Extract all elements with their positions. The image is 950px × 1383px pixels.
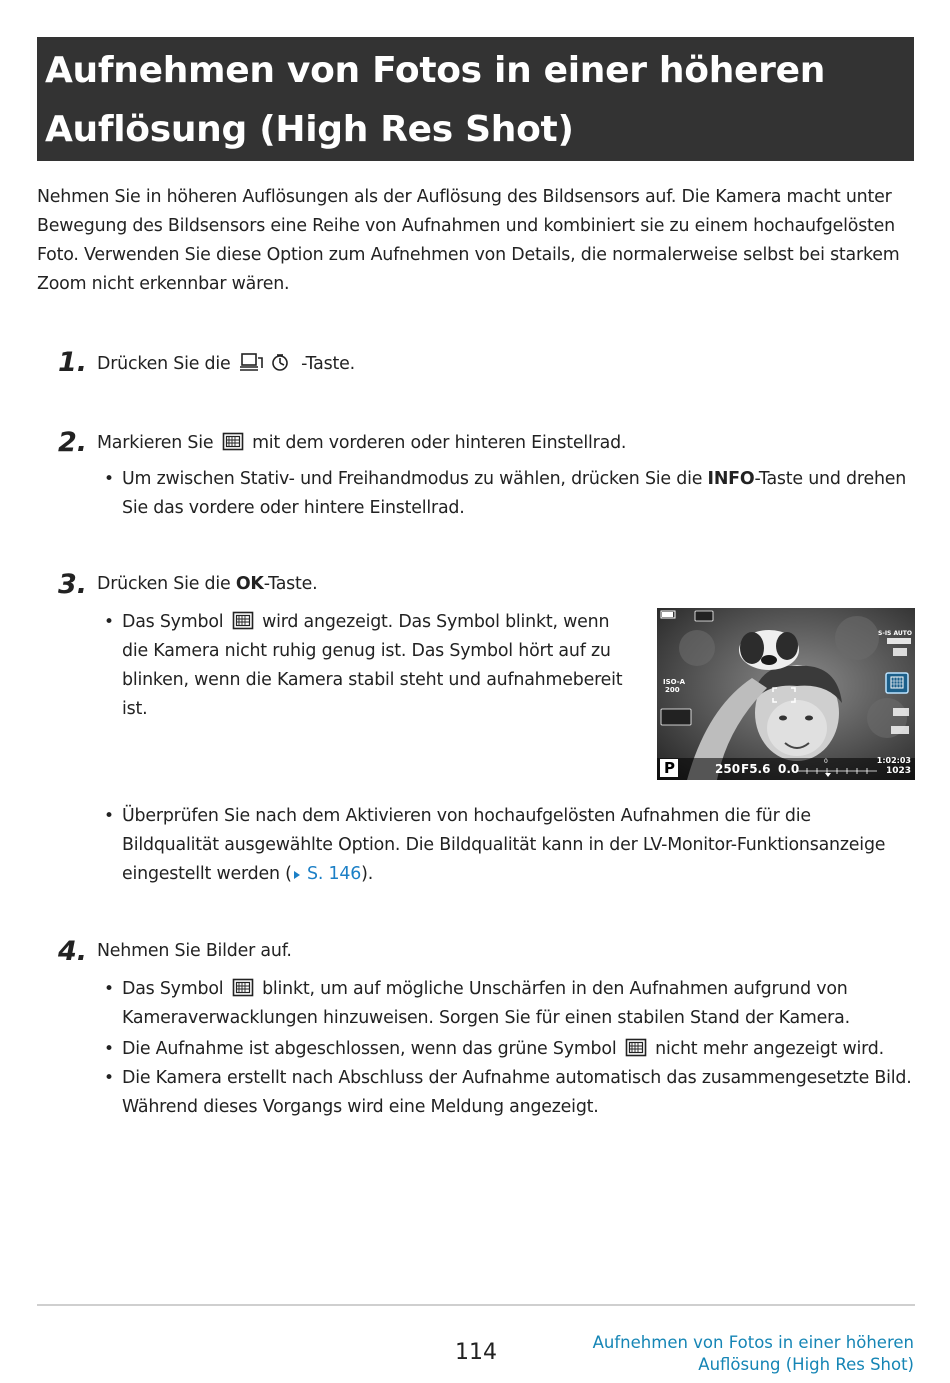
bullet-dot: • [104,806,114,826]
step-4-bullet-3 [104,1064,912,1122]
camera-remaining-time: 1:02:03 [876,756,911,765]
step-3-bullet-2 [104,802,912,889]
page-reference-link[interactable] [292,864,361,884]
high-res-shot-icon [222,432,244,451]
camera-mode-label: P [664,759,675,777]
bullet-text: ). [361,864,374,884]
bullet-dot: • [104,1068,114,1088]
page-title: Aufnehmen von Fotos in einer höheren Auflösung (High Res Shot) [45,50,826,150]
bullet-text: Um zwischen Stativ- und Freihandmodus zu wählen, drücken Sie die [122,469,708,489]
camera-stabilizer-label: S-IS AUTO [878,630,912,637]
camera-iso-value: 200 [665,686,680,694]
bullet-text: Das Symbol [122,612,224,632]
page-number: 114 [455,1340,497,1365]
bullet-dot: • [104,612,114,632]
bullet-dot: • [104,1039,114,1059]
step-3-text-before: Drücken Sie die [97,574,236,594]
footer-section-title: Aufnehmen von Fotos in einer höheren Auflösung (High Res Shot) [592,1333,914,1374]
ok-key-label: OK [235,574,264,594]
camera-ev-scale-zero: 0 [824,758,828,765]
step-4-number: 4. [58,936,88,967]
bullet-text: wird angezeigt. Das Symbol blinkt, wenn die Kamera nicht ruhig genug ist. Das Symbol hört auf zu blinken, wenn die Kamera stabil steht und aufnahmebereit ist. [122,612,623,719]
high-res-shot-icon [232,611,254,630]
page-reference-text: S. 146 [301,864,362,884]
step-3-bullet-1 [104,608,624,724]
step-3-text-after: -Taste. [263,574,318,594]
bullet-text: Die Kamera erstellt nach Abschluss der Aufnahme automatisch das zusammengesetzte Bild. Während dieses Vorgangs wird eine Meldung angezeigt. [122,1068,912,1117]
step-1-number: 1. [58,347,88,378]
camera-iso-label: ISO-A [663,678,686,686]
step-1-text-before: Drücken Sie die [97,354,231,374]
step-4-bullet-1 [104,975,912,1033]
high-res-shot-icon [232,978,254,997]
bullet-text: blinkt, um auf mögliche Unschärfen in den Aufnahmen aufgrund von Kameraverwacklungen hinzuweisen. Sorgen Sie für einen stabilen Stand der Kamera. [122,979,850,1028]
camera-exposure-comp-value: 0.0 [778,762,800,776]
title-banner [37,37,914,161]
drive-self-timer-icon [239,352,293,371]
step-4-text: Nehmen Sie Bilder auf. [97,941,292,961]
high-res-shot-icon [625,1038,647,1057]
bullet-text: nicht mehr angezeigt wird. [655,1039,884,1059]
camera-shutter-value: 250 [715,762,741,776]
intro-paragraph: Nehmen Sie in höheren Auflösungen als der Auflösung des Bildsensors auf. Die Kamera macht unter Bewegung des Bildsensors eine Reihe von Aufnahmen und kombiniert sie zu einem hochaufgelösten Foto. Verwenden Sie diese Option zum Aufnehmen von Details, die normalerweise selbst bei starkem Zoom nicht erkennbar wären. [37,187,900,294]
footer-divider [37,1304,915,1306]
step-3-number: 3. [58,569,88,600]
step-2-number: 2. [58,427,88,458]
step-2-text-before: Markieren Sie [97,433,214,453]
step-2-text [97,429,626,458]
step-2-text-after: mit dem vorderen oder hinteren Einstellrad. [252,433,627,453]
step-3-text [97,570,318,599]
camera-frames-remaining: 1023 [885,766,911,776]
bullet-dot: • [104,469,114,489]
step-1-text-after: -Taste. [301,354,355,374]
camera-aperture-value: F5.6 [741,762,771,776]
bullet-text: Das Symbol [122,979,224,999]
step-4-bullet-2 [104,1035,912,1064]
bullet-text: -Taste und drehen Sie das vordere oder hintere Einstellrad. [122,469,907,518]
info-key-label: INFO [707,469,755,489]
bullet-text: Überprüfen Sie nach dem Aktivieren von hochaufgelösten Aufnahmen die für die Bildqualität ausgewählte Option. Die Bildqualität kann in der LV-Monitor-Funktionsanzeige eingestellt werden ( [122,806,886,884]
step-2-bullet-1 [104,465,912,523]
page-reference-icon [292,863,302,882]
bullet-dot: • [104,979,114,999]
camera-live-view-screenshot [657,608,915,780]
bullet-text: Die Aufnahme ist abgeschlossen, wenn das grüne Symbol [122,1039,617,1059]
step-1-text [97,350,355,379]
